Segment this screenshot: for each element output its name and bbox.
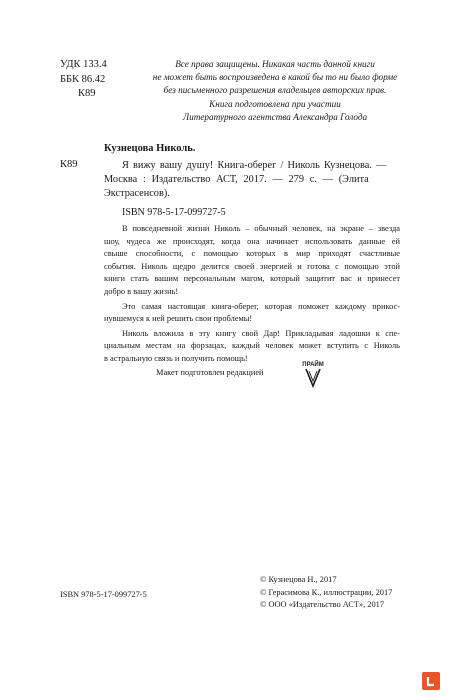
author-heading: Кузнецова Николь. — [104, 143, 196, 154]
udk-code: УДК 133.4 — [60, 59, 107, 70]
annotation-line: циальным местам на форзацах, каждый человек может вступить с Николь — [104, 341, 400, 351]
bibliographic-description — [104, 159, 400, 201]
logo-text: ПРАЙМ — [302, 362, 324, 368]
copyright-block — [260, 574, 392, 612]
bbk-code: ББК 86.42 — [60, 73, 106, 85]
rights-line: Литературного агентства Александра Голода — [182, 111, 368, 122]
isbn-footer: ISBN 978-5-17-099727-5 — [60, 590, 147, 599]
annotation-line: свыше способности, с помощью которых в мир приходят счастливые — [104, 249, 400, 259]
bib-line: Я вижу вашу душу! Книга-оберег / Николь Кузнецова. — — [122, 160, 387, 171]
annotation-line: в астральную связь и получить помощь! — [104, 353, 248, 363]
annotation-paragraph — [104, 328, 400, 366]
rights-line: Все права защищены. Никакая часть данной книги — [175, 59, 375, 69]
copyright-line: © Кузнецова Н., 2017 — [260, 575, 337, 584]
isbn: ISBN 978-5-17-099727-5 — [122, 207, 226, 218]
bib-code: К89 — [60, 159, 78, 170]
annotation-paragraph — [104, 301, 400, 326]
annotation — [104, 223, 400, 368]
rights-notice — [150, 58, 400, 124]
rights-line: Книга подготовлена при участии — [209, 98, 341, 109]
annotation-line: Николь вложила в эту книгу свой Дар! Прикладывая ладошки к спе- — [122, 328, 400, 338]
copyright-line: © Герасимова К., иллюстрации, 2017 — [260, 587, 393, 597]
rights-line: не может быть воспроизведена в какой бы то ни было форме — [152, 72, 398, 83]
author-sign-code: К89 — [78, 88, 96, 99]
annotation-line: В повседневной жизни Николь – обычный человек, на экране – звезда — [122, 224, 400, 233]
annotation-line: шоу, чудеса же происходят, когда она начинает использовать данные ей — [104, 236, 400, 246]
annotation-line: добро в вашу жизнь! — [104, 286, 179, 296]
l-logo-icon — [425, 675, 437, 687]
annotation-line: события. Николь щедро делится своей энергией и готова с помощью этой — [104, 261, 400, 271]
maket-credit: Макет подготовлен редакцией — [156, 368, 264, 377]
classification-block — [60, 58, 107, 102]
annotation-line: книги стать вашим персональным магом, который защитит вас и принесет — [104, 274, 400, 284]
prime-logo — [300, 359, 326, 389]
corner-badge[interactable] — [422, 672, 440, 690]
annotation-line: Это самая настоящая книга-оберег, которая поможет каждому прикос- — [122, 301, 400, 311]
prime-logo-icon — [300, 359, 326, 389]
rights-line: без письменного разрешения владельцев авторских прав. — [163, 85, 387, 96]
bib-line: Москва : Издательство АСТ, 2017. — 279 с. — (Элита — [104, 174, 369, 185]
copyright-line: © ООО «Издательство АСТ», 2017 — [260, 600, 385, 610]
annotation-line: нувшемуся к ней решить свои проблемы! — [104, 314, 253, 324]
annotation-paragraph — [104, 223, 400, 299]
bib-line: Экстрасенсов). — [104, 188, 170, 199]
